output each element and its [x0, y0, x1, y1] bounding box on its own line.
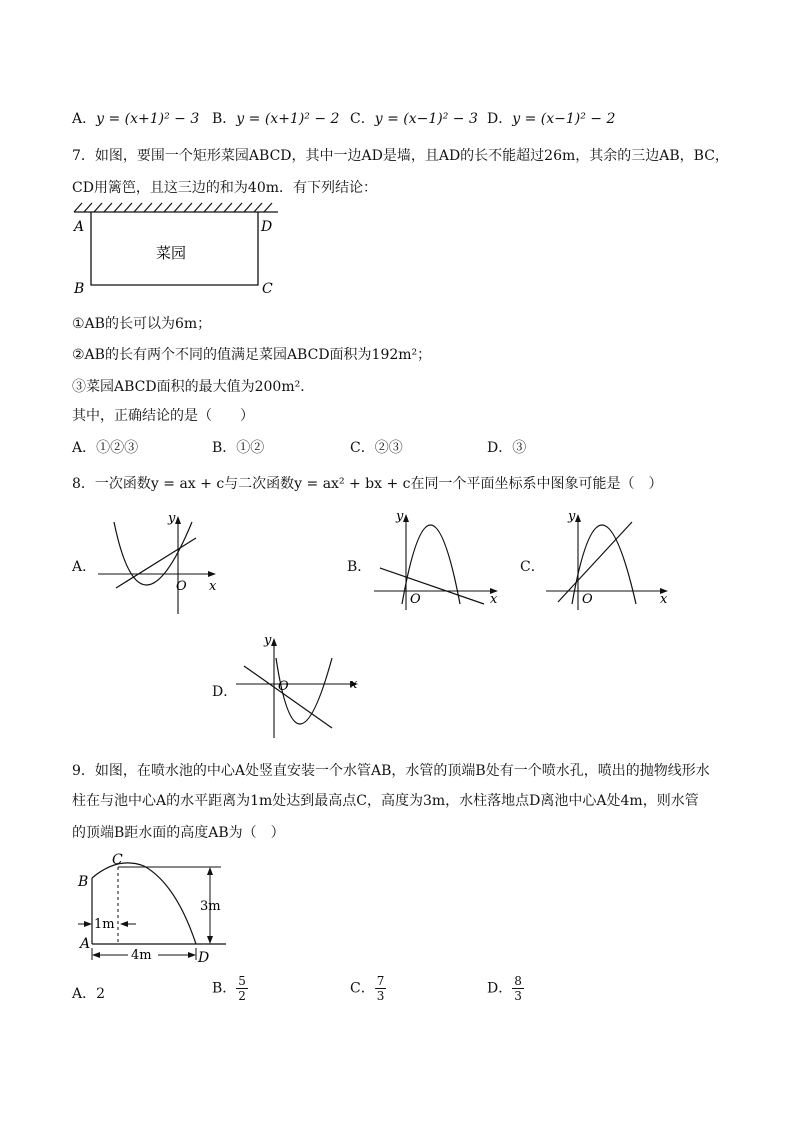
q7-option-a: A．①②③ [72, 440, 139, 456]
q8-graph-d [234, 630, 364, 742]
q8-graph-c [544, 506, 674, 616]
q6-option-d: D．y = (x−1)² − 2 [487, 111, 616, 127]
q6-option-c: C．y = (x−1)² − 3 [350, 111, 478, 127]
garden-label: 菜园 [156, 244, 187, 262]
label-d: D [261, 219, 273, 235]
q9-option-a: A．2 [72, 986, 106, 1002]
q9-stem-line2: 柱在与池中心A的水平距离为1m处达到最高点C，高度为3m，水柱落地点D离池中心A处4m，则水管 [72, 793, 699, 809]
label-d: D [198, 950, 210, 964]
q9-fountain-figure [76, 850, 236, 964]
label-c: C [262, 281, 273, 297]
q7-garden-figure [68, 198, 288, 300]
wall-hatching [74, 203, 278, 212]
q7-stem-line1: 7．如图，要围一个矩形菜园ABCD，其中一边AD是墙，且AD的长不能超过26m，其余的三边AB，BC， [72, 148, 729, 164]
q9-option-b: B． $\frac{5}{2}$ [212, 974, 246, 1003]
label-b: B [74, 281, 85, 297]
q8-stem: 8．一次函数y = ax + c与二次函数y = ax² + bx + c在同一个平面坐标系中图象可能是（ ） [72, 476, 663, 492]
q6-option-a: A．y = (x+1)² − 3 [72, 111, 200, 127]
q8-graph-b [372, 506, 502, 616]
label-a: A [74, 219, 85, 235]
q9-option-c: C． $\frac{7}{3}$ [350, 974, 385, 1003]
q7-statement-2: ②AB的长有两个不同的值满足菜园ABCD面积为192m²； [72, 347, 432, 363]
svg-text:O: O [582, 592, 593, 607]
svg-text:y: y [264, 633, 272, 648]
axis-y: y [168, 511, 176, 526]
svg-text:x: x [350, 677, 358, 692]
q8-graph-a-letter: A． [72, 559, 97, 575]
q8-graph-d-letter: D． [212, 684, 238, 700]
dist-1m: 1m [94, 917, 115, 932]
label-a: A [80, 936, 91, 952]
q7-statement-3: ③菜园ABCD面积的最大值为200m²． [72, 379, 315, 395]
label-c: C [112, 852, 123, 868]
axis-x: x [209, 579, 217, 594]
svg-text:O: O [410, 592, 421, 607]
q9-stem-line1: 9．如图，在喷水池的中心A处竖直安装一个水管AB，水管的顶端B处有一个喷水孔，喷出的抛物线形水 [72, 763, 710, 779]
svg-text:y: y [396, 509, 404, 524]
svg-text:y: y [568, 509, 576, 524]
q9-stem-line3: 的顶端B距水面的高度AB为（ ） [72, 825, 285, 841]
q7-ask: 其中，正确结论的是（ ） [72, 408, 254, 424]
svg-text:O: O [278, 679, 289, 694]
q7-stem-line2: CD用篱笆，且这三边的和为40m．有下列结论： [72, 180, 378, 196]
svg-text:x: x [490, 592, 498, 607]
q7-option-c: C．②③ [350, 440, 403, 456]
origin: O [176, 579, 187, 594]
height-3m: 3m [200, 899, 221, 914]
q7-statement-1: ①AB的长可以为6m； [72, 316, 212, 332]
q8-graph-c-letter: C． [520, 559, 545, 575]
q9-option-d: D． $\frac{8}{3}$ [487, 974, 522, 1003]
label-b: B [78, 874, 89, 890]
q8-graph-b-letter: B． [347, 559, 372, 575]
q7-option-b: B．①② [212, 440, 265, 456]
q7-option-d: D．③ [487, 440, 527, 456]
dist-4m: 4m [131, 948, 152, 963]
svg-text:x: x [660, 592, 668, 607]
q6-option-b: B．y = (x+1)² − 2 [212, 111, 340, 127]
q8-graph-a [96, 508, 226, 618]
